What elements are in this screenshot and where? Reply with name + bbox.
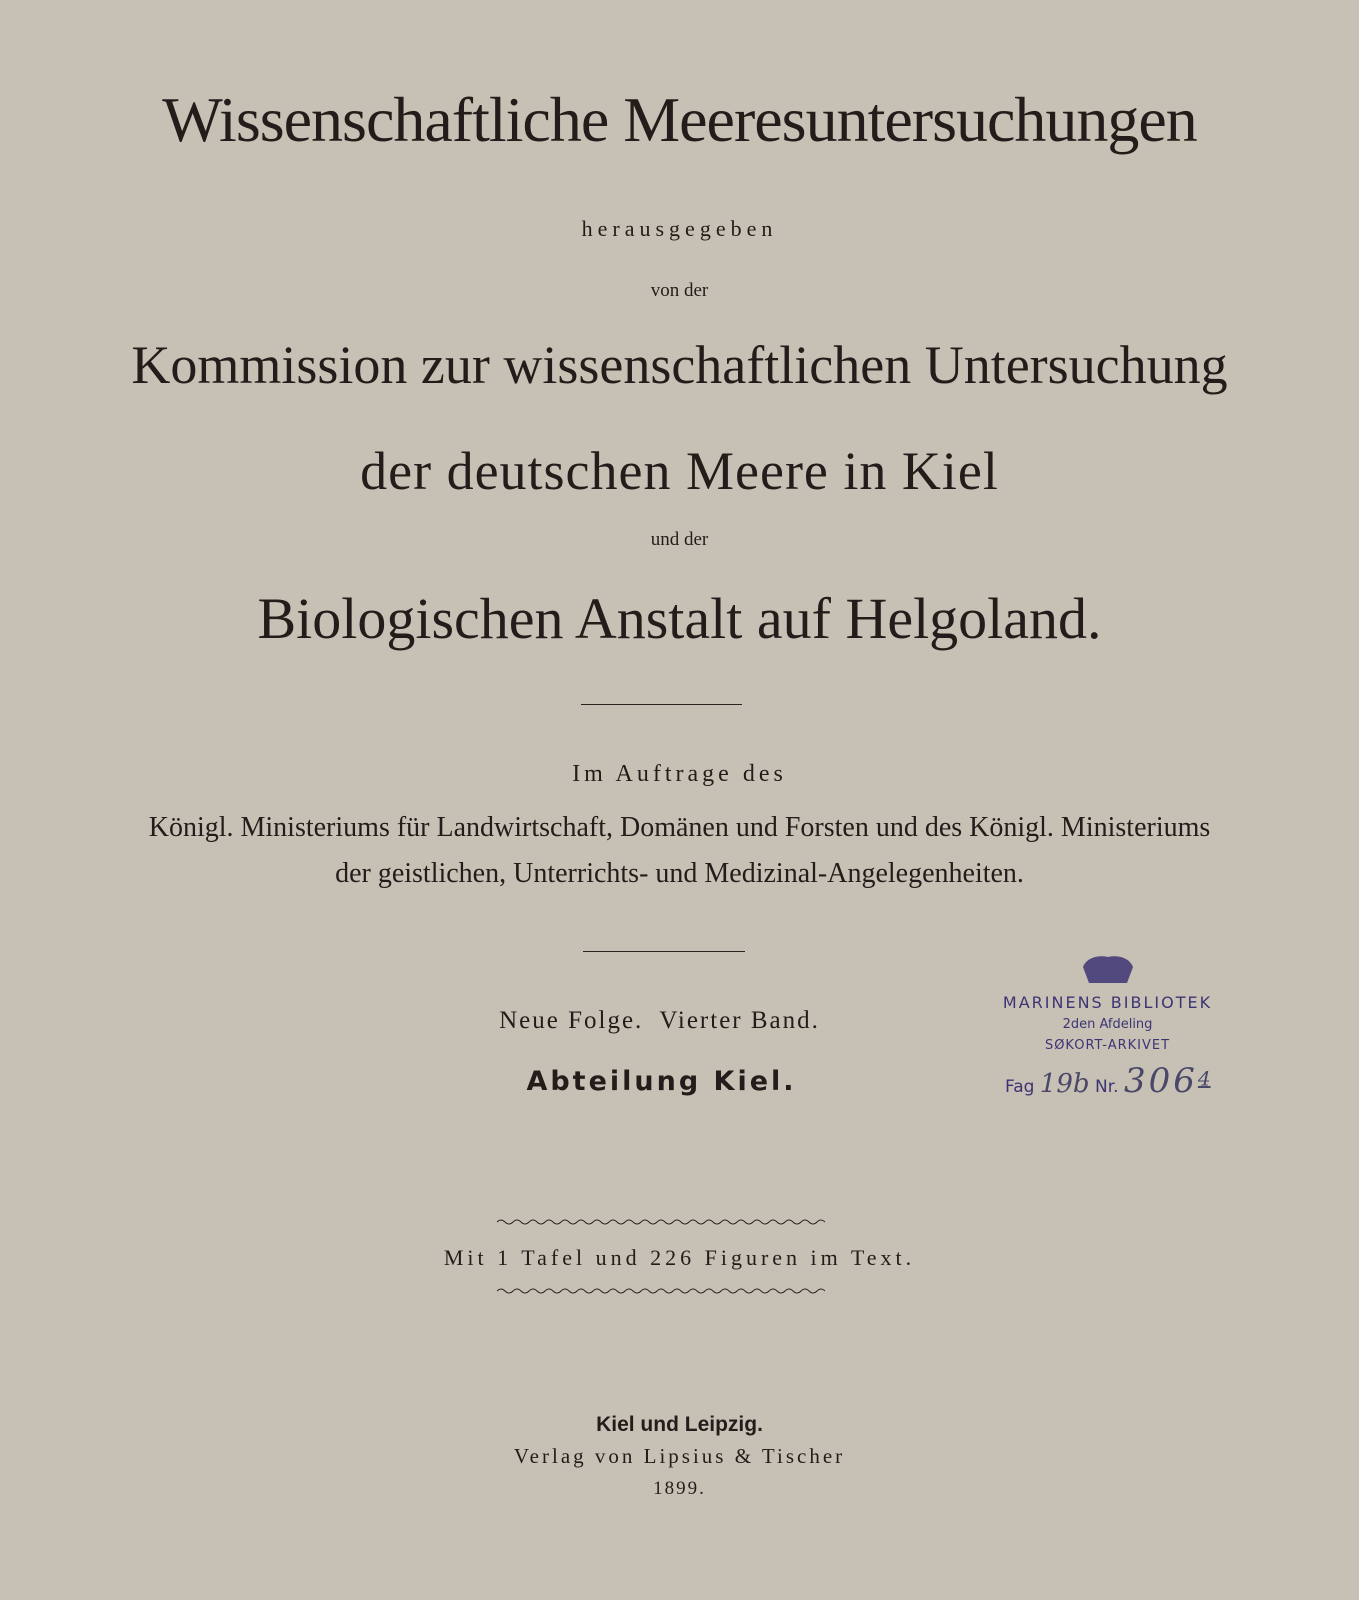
commission-line-2: der deutschen Meere in Kiel bbox=[360, 441, 999, 501]
title: Wissenschaftliche Meeresuntersuchungen bbox=[162, 84, 1197, 155]
commissioned-text: Im Auftrage des bbox=[572, 761, 787, 787]
library-stamp: MARINENS BIBLIOTEK 2den Afdeling SØKORT-ARKIVET Fag 19b Nr. $306^4$ bbox=[985, 945, 1230, 1101]
institute-name: Biologischen Anstalt auf Helgoland. bbox=[257, 586, 1102, 651]
section: Abteilung Kiel. bbox=[526, 1066, 797, 1097]
series-volume: Neue Folge. Vierter Band. bbox=[499, 1007, 820, 1034]
wavy-divider bbox=[497, 1287, 825, 1295]
wavy-divider bbox=[497, 1218, 825, 1226]
publisher: Verlag von Lipsius & Tischer bbox=[513, 1444, 846, 1468]
divider bbox=[581, 704, 742, 705]
ministries-line-2: der geistlichen, Unterrichts- und Medizinal-Angelegenheiten. bbox=[335, 858, 1024, 889]
and-text: und der bbox=[650, 529, 709, 550]
place: Kiel und Leipzig. bbox=[596, 1413, 763, 1436]
from-text: von der bbox=[650, 280, 709, 301]
published-by: herausgegeben bbox=[581, 216, 778, 241]
ministries-line-1: Königl. Ministeriums für Landwirtschaft, Domänen und Forsten und des Königl. Ministeriums bbox=[148, 812, 1211, 843]
divider bbox=[583, 951, 745, 952]
contents-note: Mit 1 Tafel und 226 Figuren im Text. bbox=[443, 1245, 916, 1270]
commission-line-1: Kommission zur wissenschaftlichen Untersuchung bbox=[131, 335, 1228, 395]
crown-icon bbox=[1077, 945, 1139, 987]
year: 1899. bbox=[653, 1478, 706, 1499]
